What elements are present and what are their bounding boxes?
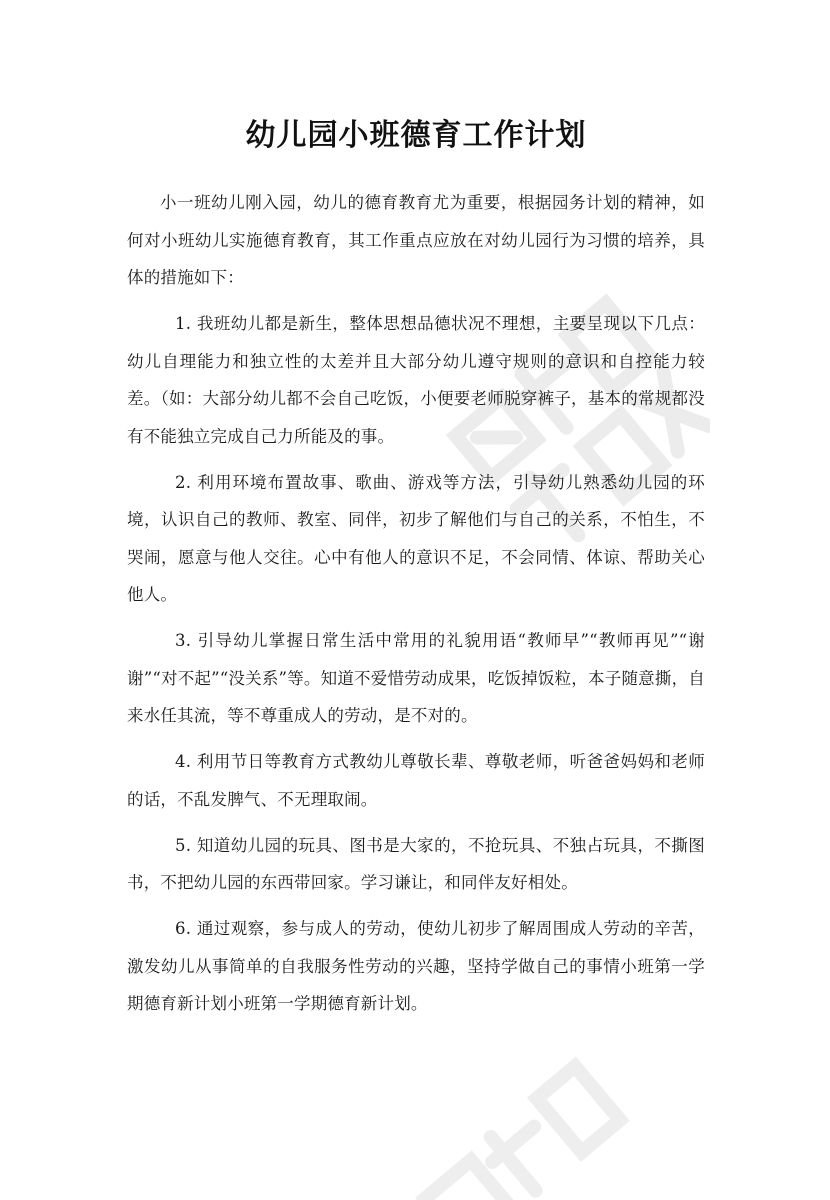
document-body (127, 184, 705, 1023)
intro-paragraph: 小一班幼儿刚入园，幼儿的德育教育尤为重要，根据园务计划的精神，如何对小班幼儿实施德育教育，其工作重点应放在对幼儿园行为习惯的培养，具体的措施如下： (127, 193, 705, 287)
list-item-4: 4. 利用节日等教育方式教幼儿尊敬长辈、尊敬老师，听爸爸妈妈和老师的话，不乱发脾气、不无理取闹。 (127, 752, 705, 809)
list-item-2: 2. 利用环境布置故事、歌曲、游戏等方法，引导幼儿熟悉幼儿园的环境，认识自己的教师、教室、同伴，初步了解他们与自己的关系，不怕生，不哭闹，愿意与他人交往。心中有他人的意识不足，不会同情、体谅、帮助关心他人。 (127, 472, 705, 604)
document-title: 幼儿园小班德育工作计划 (245, 118, 587, 153)
list-item-6: 6. 通过观察，参与成人的劳动，使幼儿初步了解周围成人劳动的辛苦，激发幼儿从事简单的自我服务性劳动的兴趣，坚持学做自己的事情小班第一学期德育新计划小班第一学期德育新计划。 (127, 919, 705, 1013)
list-item-1: 1. 我班幼儿都是新生，整体思想品德状况不理想，主要呈现以下几点：幼儿自理能力和独立性的太差并且大部分幼儿遵守规则的意识和自控能力较差。（如：大部分幼儿都不会自己吃饭，小便要老师脱穿裤子，基本的常规都没有不能独立完成自己力所能及的事。 (127, 314, 705, 446)
list-item-3: 3. 引导幼儿掌握日常生活中常用的礼貌用语“教师早”“教师再见”“谢谢”“对不起”“没关系”等。知道不爱惜劳动成果，吃饭掉饭粒，本子随意撕，自来水任其流，等不尊重成人的劳动，是不对的。 (127, 631, 705, 725)
watermark-stamp-icon (360, 1040, 660, 1200)
list-item-5: 5. 知道幼儿园的玩具、图书是大家的，不抢玩具、不独占玩具，不撕图书，不把幼儿园的东西带回家。学习谦让，和同伴友好相处。 (127, 835, 705, 892)
